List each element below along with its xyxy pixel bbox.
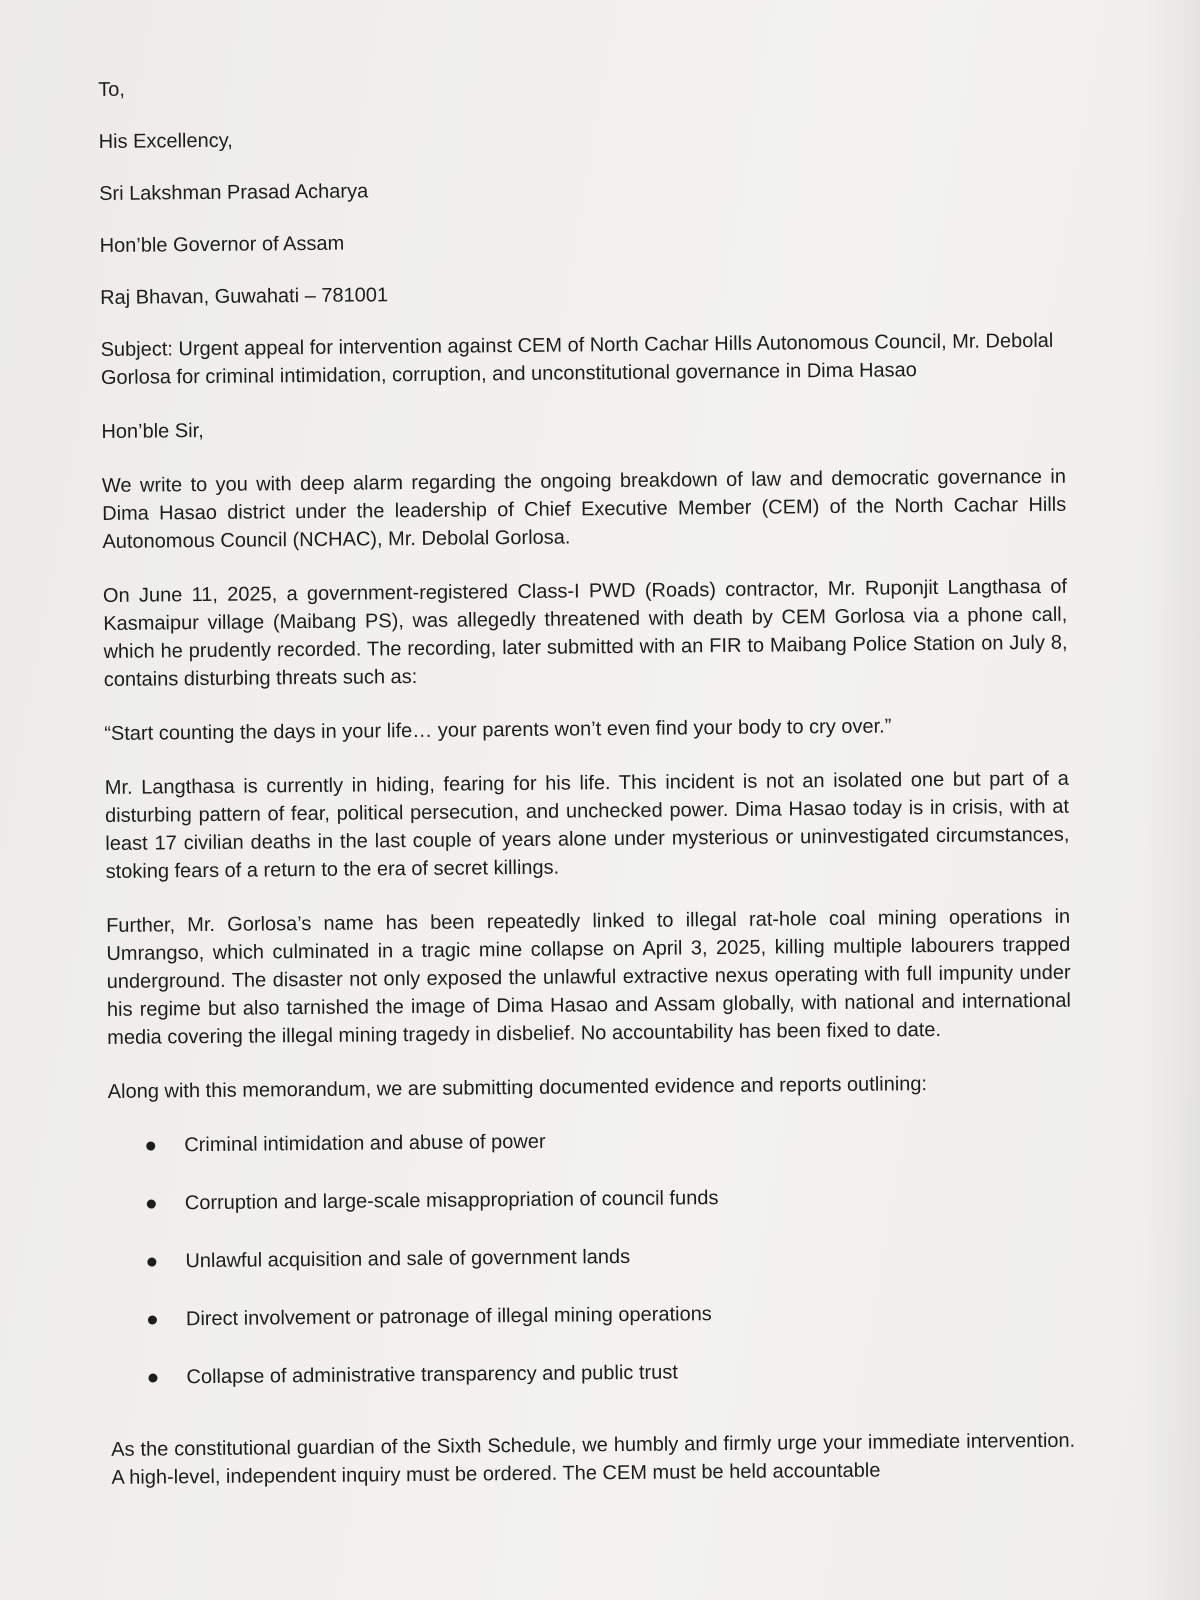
recipient-name: Sri Lakshman Prasad Acharya [99, 180, 369, 205]
list-item [110, 1297, 1074, 1334]
recipient-designation: Hon’ble Governor of Assam [99, 232, 345, 257]
paragraph-crisis: Mr. Langthasa is currently in hiding, fearing for his life. This incident is not an isolated one but part of a disturbing pattern of fear, political persecution, and unchecked power. Dima Hasao today is in crisis, with at least 17 civilian deaths in the last couple of years alone under mysterious or uninvestigated circumstances, stoking fears of a return to the era of secret killings. [104, 767, 1070, 883]
to-line: To, [98, 78, 125, 101]
list-item [108, 1123, 1072, 1160]
bullet-icon [147, 1199, 156, 1208]
list-item-text: Collapse of administrative transparency and public trust [186, 1361, 678, 1389]
paragraph-closing: As the constitutional guardian of the Sixth Schedule, we humbly and firmly urge your immediate intervention. A high-level, independent inquiry must be ordered. The CEM must be held accountable [111, 1429, 1076, 1489]
subject-line: Subject: Urgent appeal for intervention against CEM of North Cachar Hills Autonomous Council, Mr. Debolal Gorlosa for criminal intimidation, corruption, and unconstitutional governance in Dima Hasao [100, 329, 1054, 389]
evidence-list [108, 1123, 1074, 1392]
paragraph-mining: Further, Mr. Gorlosa’s name has been repeatedly linked to illegal rat-hole coal mining operations in Umrangso, which culminated in a tragic mine collapse on April 3, 2025, killing multiple labourers trapped underground. The disaster not only exposed the unlawful extractive nexus operating with full impunity under his regime but also tarnished the image of Dima Hasao and Assam globally, with national and international media covering the illegal mining tragedy in disbelief. No accountability has been fixed to date. [106, 905, 1072, 1049]
bullet-icon [146, 1141, 155, 1150]
list-item-text: Criminal intimidation and abuse of power [184, 1130, 546, 1157]
threat-quote: “Start counting the days in your life… your parents won’t even find your body to cry over.” [104, 715, 892, 745]
list-item-text: Corruption and large-scale misappropriation of council funds [184, 1187, 719, 1215]
salutation: Hon’ble Sir, [101, 420, 204, 443]
bullet-icon [147, 1257, 156, 1266]
bullet-icon [148, 1373, 157, 1382]
list-item [109, 1181, 1073, 1218]
bullet-icon [148, 1315, 157, 1324]
recipient-title: His Excellency, [98, 129, 233, 153]
list-item-text: Direct involvement or patronage of illegal mining operations [185, 1303, 712, 1331]
memorandum-letter [98, 67, 1076, 1518]
paragraph-incident: On June 11, 2025, a government-registered Class-I PWD (Roads) contractor, Mr. Ruponjit Langthasa of Kasmaipur village (Maibang PS), was allegedly threatened with death by CEM Gorlosa via a phone call, which he prudently recorded. The recording, later submitted with an FIR to Maibang Police Station on July 8, contains disturbing threats such as: [102, 575, 1068, 691]
list-item [109, 1239, 1073, 1276]
recipient-address: Raj Bhavan, Guwahati – 781001 [100, 284, 389, 309]
paragraph-intro: We write to you with deep alarm regarding the ongoing breakdown of law and democratic governance in Dima Hasao district under the leadership of Chief Executive Member (CEM) of the North Cachar Hills Autonomous Council (NCHAC), Mr. Debolal Gorlosa. [101, 465, 1067, 553]
paragraph-evidence-intro: Along with this memorandum, we are submitting documented evidence and reports outlining: [107, 1073, 928, 1103]
list-item-text: Unlawful acquisition and sale of government lands [185, 1245, 631, 1273]
list-item [110, 1355, 1074, 1392]
page-edge-shadow [1140, 0, 1200, 1600]
